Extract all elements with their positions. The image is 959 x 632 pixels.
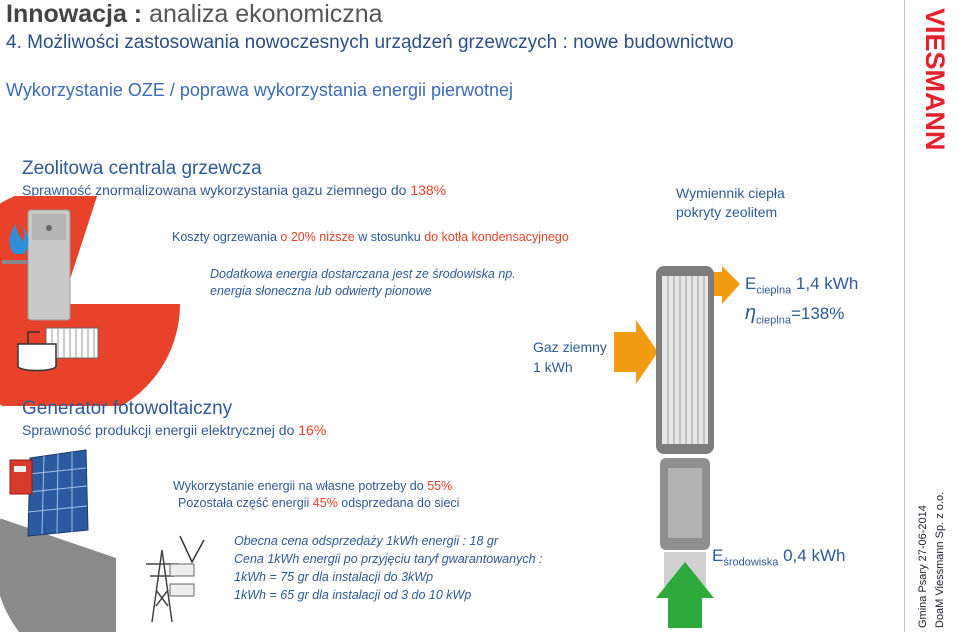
pv-sold-prefix: Pozostała część energii: [178, 496, 313, 510]
exchanger-illustration: [612, 262, 742, 630]
heat-energy-value: 1,4 kWh: [791, 274, 859, 293]
gas-label-line2: 1 kWh: [533, 359, 573, 375]
pv-usage-text: [173, 478, 459, 512]
price-line: 1kWh = 75 gr dla instalacji do 3kWp: [234, 570, 434, 584]
page-title: [6, 0, 383, 29]
exchanger-label-line2: pokryty zeolitem: [676, 204, 778, 220]
price-line: Obecna cena odsprzedaży 1kWh energii : 18 gr: [234, 534, 499, 548]
boiler-unit-icon: [28, 210, 70, 320]
cost-red: o 20% niższe: [280, 230, 355, 244]
extra-energy-line2: energia słoneczna lub odwierty pionowe: [210, 284, 432, 298]
pv-sold-value: 45%: [312, 496, 338, 510]
heat-energy-label: [745, 274, 858, 296]
pv-own-value: 55%: [427, 479, 453, 493]
env-energy-main: E: [712, 546, 724, 565]
zeolite-illustration: [0, 196, 340, 406]
viessmann-logo: [920, 8, 950, 151]
env-energy-value: 0,4 kWh: [778, 546, 846, 565]
environment-energy-label: [712, 546, 845, 568]
cost-mid: w stosunku: [354, 230, 425, 244]
pv-sold-suffix: odsprzedana do sieci: [337, 496, 460, 510]
title-bold: Innowacja :: [6, 0, 143, 28]
logo-text: VIESMANN: [920, 8, 950, 151]
eta-symbol: η: [745, 302, 757, 324]
exchanger-label: [676, 184, 785, 222]
heat-energy-sub: cieplna: [756, 284, 792, 297]
pv-efficiency-value: 16%: [298, 422, 327, 438]
power-pylon-icon: [146, 536, 204, 622]
zeolite-heading: Zeolitowa centrala grzewcza: [22, 158, 262, 179]
zeolite-efficiency-prefix: Sprawność znormalizowana wykorzystania gazu ziemnego do: [22, 182, 411, 198]
gas-input-arrow-icon: [614, 320, 658, 384]
env-energy-sub: środowiska: [723, 556, 779, 569]
eta-value: =138%: [790, 304, 845, 323]
pv-efficiency-prefix: Sprawność produkcji energii elektrycznej do: [22, 422, 299, 438]
cost-red2: do kotła kondensacyjnego: [424, 230, 569, 244]
eta-sub: cieplna: [756, 314, 791, 327]
pv-sold-line: [173, 495, 459, 512]
price-line: Cena 1kWh energii po przyjęciu taryf gwarantowanych :: [234, 552, 543, 566]
exchanger-label-line1: Wymiennik ciepła: [676, 185, 785, 201]
pv-illustration: [0, 440, 232, 632]
side-text-date: Gmina Psary 27-06-2014: [917, 505, 929, 628]
heat-energy-main: E: [745, 274, 757, 293]
pv-efficiency: [22, 422, 326, 438]
extra-energy-line1: Dodatkowa energia dostarczana jest ze środowiska np.: [210, 267, 516, 281]
heat-output-arrow-icon: [710, 266, 740, 304]
electricity-meter-icon: [170, 564, 194, 596]
zeolite-pie-red-slice: [0, 196, 180, 406]
price-text: [234, 532, 542, 604]
solar-panel-icon: [28, 450, 88, 536]
title-rest: analiza ekonomiczna: [142, 0, 383, 28]
side-text-company: DoaM Viessmann Sp. z o.o.: [934, 491, 946, 628]
gas-label: [533, 337, 607, 377]
cost-prefix: Koszty ogrzewania: [172, 230, 281, 244]
price-line: 1kWh = 65 gr dla instalacji od 3 do 10 kWp: [234, 588, 472, 602]
right-divider: [904, 0, 905, 632]
gas-label-line1: Gaz ziemny: [533, 339, 607, 355]
pv-own-use-line: [173, 478, 459, 495]
pv-own-prefix: Wykorzystanie energii na własne potrzeby do: [173, 479, 428, 493]
inverter-icon: [10, 460, 32, 494]
pv-pie-gray-slice: [0, 519, 116, 632]
heat-efficiency-label: [745, 302, 844, 326]
pv-heading: Generator fotowoltaiczny: [22, 398, 233, 419]
zeolite-efficiency-value: 138%: [410, 182, 447, 198]
page-subtitle: 4. Możliwości zastosowania nowoczesnych urządzeń grzewczych : nowe budownictwo: [6, 32, 734, 53]
oze-heading: Wykorzystanie OZE / poprawa wykorzystania energii pierwotnej: [6, 80, 514, 100]
